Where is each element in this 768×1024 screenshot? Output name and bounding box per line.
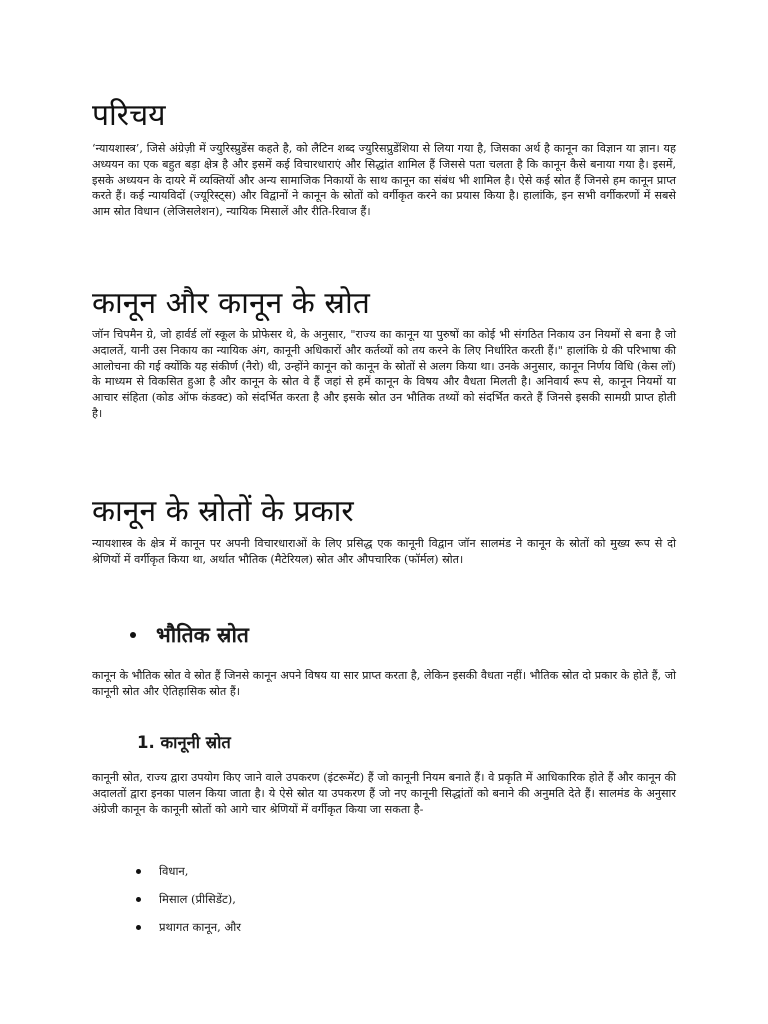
paragraph-introduction: ‘न्यायशास्त्र’, जिसे अंग्रेज़ी में ज्युरिस्प्रुडेंस कहते है, को लैटिन शब्द ज्युरिसप्रुडेंशिया से लिया गया है, जिसका अर्थ है कानून का विज्ञान या ज्ञान। यह अध्ययन का एक बहुत बड़ा क्षेत्र है और इसमें कई विचारधाराएं और सिद्धांत शामिल हैं जिससे पता चलता है कि कानून कैसे बनाया गया है। इसमें, इसके अध्ययन के दायरे में व्यक्तियों और अन्य सामाजिक निकायों के साथ कानून का संबंध भी शामिल है। ऐसे कई स्रोत हैं जिनसे हम कानून प्राप्त करते हैं। कई न्यायविदों (ज्यूरिस्ट्स) और विद्वानों ने कानून के स्रोतों को वर्गीकृत करने का प्रयास किया है। हालांकि, इन सभी वर्गीकरणों में सबसे आम स्रोत विधान (लेजिसलेशन), न्यायिक मिसालें और रीति-रिवाज हैं।	[92, 142, 676, 219]
list-item-label: मिसाल (प्रीसिडेंट),	[159, 892, 236, 906]
heading-types-of-sources: कानून के स्रोतों के प्रकार	[92, 494, 354, 529]
list-item	[136, 857, 241, 885]
heading-material-sources-label: भौतिक स्रोत	[156, 622, 249, 647]
list-item-label: प्रथागत कानून, और	[159, 920, 241, 934]
heading-law-and-sources: कानून और कानून के स्रोत	[92, 286, 370, 321]
bullet-dot-icon	[136, 869, 141, 874]
list-item	[136, 885, 241, 913]
bullet-dot-icon	[130, 632, 136, 638]
bullet-dot-icon	[136, 897, 141, 902]
paragraph-law-and-sources: जॉन चिपमैन ग्रे, जो हार्वर्ड लॉ स्कूल के प्रोफेसर थे, के अनुसार, "राज्य का कानून या पुरुषों का कोई भी संगठित निकाय उन नियमों से बना है जो अदालतें, यानी उस निकाय का न्यायिक अंग, कानूनी अधिकारों और कर्तव्यों को तय करने के लिए निर्धारित करती हैं।" हालांकि ग्रे की परिभाषा की आलोचना की गई क्योंकि यह संकीर्ण (नैरो) थी, उन्होंने कानून को कानून के स्रोतों से अलग किया था। उनके अनुसार, कानून निर्णय विधि (केस लॉ) के माध्यम से विकसित हुआ है और कानून के स्रोत वे हैं जहां से हमें कानून के विषय और वैधता मिलती है। अनिवार्य रूप से, कानून नियमों या आचार संहिता (कोड ऑफ कंडक्ट) को संदर्भित करता है और इसके स्रोत उन भौतिक तथ्यों को संदर्भित करते हैं जिनसे इसकी सामग्री प्राप्त होती है।	[92, 328, 676, 420]
heading-introduction: परिचय	[92, 98, 166, 133]
list-item-label: विधान,	[159, 864, 189, 878]
bullet-dot-icon	[136, 925, 141, 930]
legal-sources-list	[136, 857, 241, 941]
heading-legal-sources: 1. कानूनी स्रोत	[137, 733, 231, 752]
heading-material-sources	[130, 620, 249, 650]
paragraph-types-of-sources: न्यायशास्त्र के क्षेत्र में कानून पर अपनी विचारधाराओं के लिए प्रसिद्ध एक कानूनी विद्वान जॉन सालमंड ने कानून के स्रोतों को मुख्य रूप से दो श्रेणियों में वर्गीकृत किया था, अर्थात भौतिक (मैटेरियल) स्रोत और औपचारिक (फॉर्मल) स्रोत।	[92, 537, 676, 566]
paragraph-legal-sources: कानूनी स्रोत, राज्य द्वारा उपयोग किए जाने वाले उपकरण (इंटरूमेंट) हैं जो कानूनी नियम बनाते हैं। वे प्रकृति में आधिकारिक होते हैं और कानून की अदालतों द्वारा इनका पालन किया जाता है। ये ऐसे स्रोत या उपकरण हैं जो नए कानूनी सिद्धांतों को बनाने की अनुमति देते हैं। सालमंड के अनुसार अंग्रेजी कानून के कानूनी स्रोतों को आगे चार श्रेणियों में वर्गीकृत किया जा सकता है-	[92, 771, 676, 816]
list-item	[136, 913, 241, 941]
paragraph-material-sources: कानून के भौतिक स्रोत वे स्रोत हैं जिनसे कानून अपने विषय या सार प्राप्त करता है, लेकिन इसकी वैधता नहीं। भौतिक स्रोत दो प्रकार के होते हैं, जो कानूनी स्रोत और ऐतिहासिक स्रोत हैं।	[92, 669, 676, 698]
